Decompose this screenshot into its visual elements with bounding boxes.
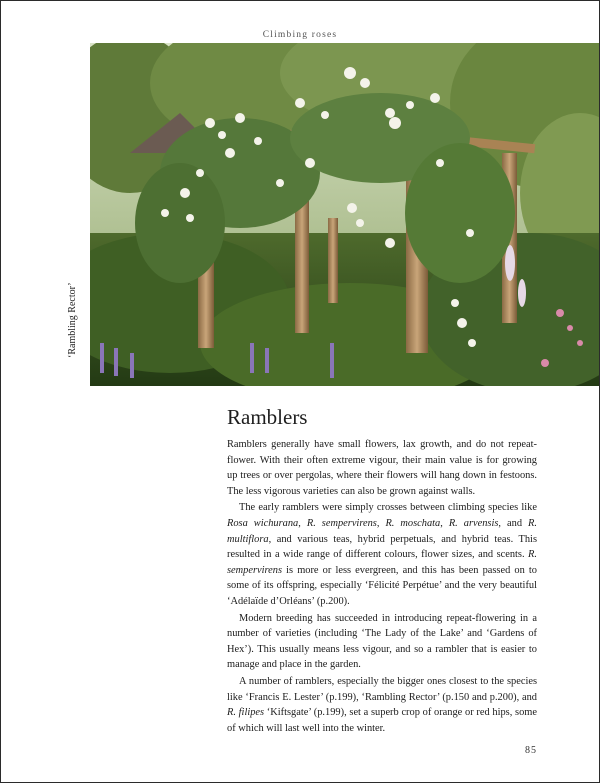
body-text xyxy=(227,437,537,736)
pergola-illustration xyxy=(90,43,600,386)
section-title: Ramblers xyxy=(227,405,308,429)
page-number: 85 xyxy=(525,745,537,756)
running-head: Climbing roses xyxy=(262,30,338,40)
paragraph-1: Ramblers generally have small flowers, lax growth, and do not repeat-flower. With their often extreme vigour, their main value is for growing up trees or over pergolas, where their flowers will hang down in festoons. The less vigorous varieties can also be grown against walls. xyxy=(227,439,537,497)
rose-pergola-photo xyxy=(90,43,600,386)
paragraph-2: The early ramblers were simply crosses between climbing species like Rosa wichurana, R. sempervirens, R. moschata, R. arvensis, and R. multiflora, and various teas, hybrid perpetuals, and hybrid teas. This resulted in a wide range of different colours, flower sizes, and scents. R. sempervirens is more or less evergreen, and this has been passed on to some of its offspring, especially ‘Félicité Perpétue’ and the very beautiful ‘Adélaïde d’Orléans’ (p.200). xyxy=(227,502,537,607)
paragraph-4: A number of ramblers, especially the bigger ones closest to the species like ‘Francis E. Lester’ (p.199), ‘Rambling Rector’ (p.150 and p.200), and R. filipes ‘Kiftsgate’ (p.199), set a superb crop of orange or red hips, some of which will last well into the winter. xyxy=(227,675,537,734)
paragraph-3: Modern breeding has succeeded in introducing repeat-flowering in a number of varieties (including ‘The Lady of the Lake’ and ‘Gardens of Hex’). This usually means less vigour, and so a rambler that is easier to manage and place in the garden. xyxy=(227,612,537,671)
photo-caption: ‘Rambling Rector’ xyxy=(67,282,78,358)
